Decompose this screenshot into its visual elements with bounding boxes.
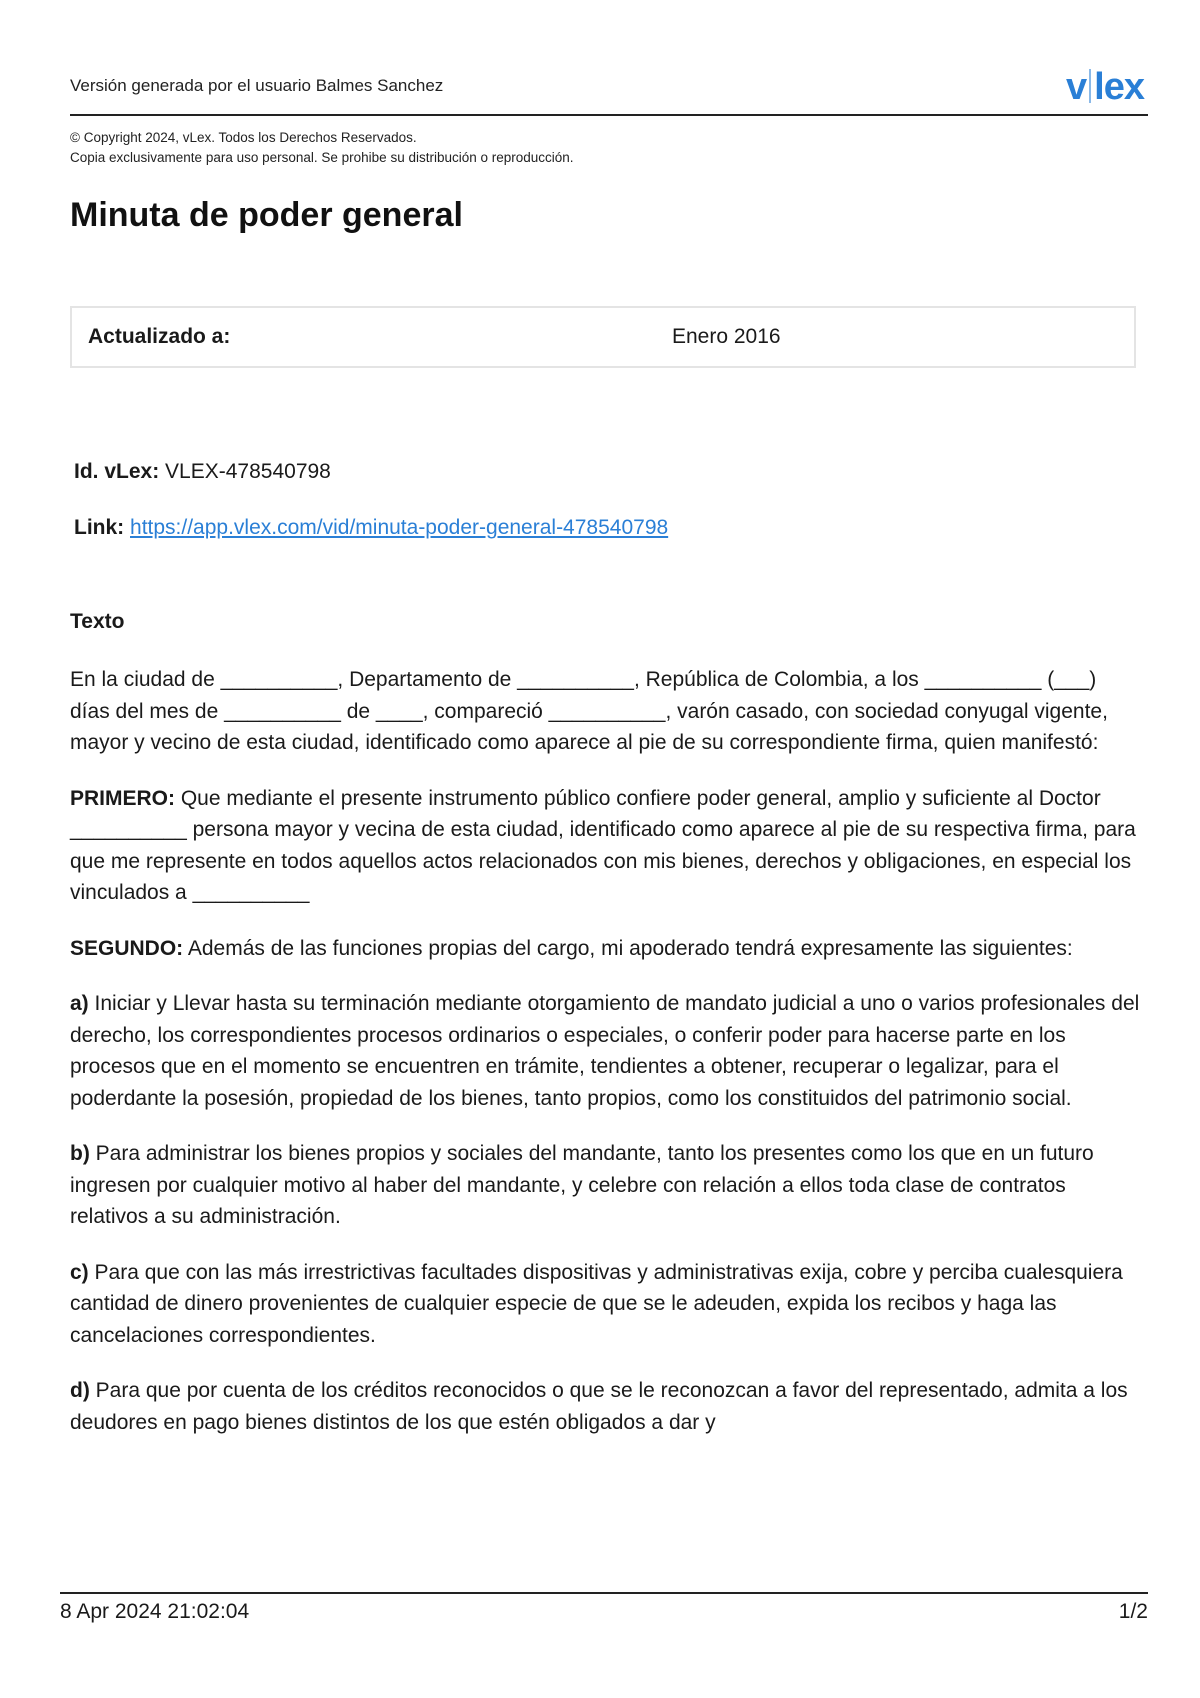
page-header [70,66,1148,116]
item-a-text: Iniciar y Llevar hasta su terminación mediante otorgamiento de mandato judicial a uno o varios profesionales del derecho, los correspondientes procesos ordinarios o especiales, o conferir poder para hacerse parte en los procesos que en el momento se encuentren en trámite, tendientes a obtener, recuperar o legalizar, para el poderdante la posesión, propiedad de los bienes, tanto propios, como los constituidos del patrimonio social. [70,992,1140,1110]
vlex-id-line [74,460,331,484]
item-c [70,1257,1140,1352]
vlex-id-value: VLEX-478540798 [165,460,331,483]
document-body [70,664,1140,1462]
copyright-notice [70,128,574,168]
footer-timestamp: 8 Apr 2024 21:02:04 [60,1600,250,1623]
item-b [70,1138,1140,1233]
item-a-label: a) [70,992,89,1015]
clause-primero [70,783,1140,909]
vlex-logo[interactable] [1066,66,1144,108]
clause-primero-label: PRIMERO: [70,786,175,810]
logo-letter-v: v [1066,66,1087,108]
updated-value: Enero 2016 [672,325,781,348]
logo-divider [1089,69,1091,103]
copyright-line-2: Copia exclusivamente para uso personal. Se prohibe su distribución o reproducción. [70,150,574,165]
item-b-text: Para administrar los bienes propios y sociales del mandante, tanto los presentes como los que en un futuro ingresen por cualquier motivo al haber del mandante, y celebre con relación a ellos toda clase de contratos relativos a su administración. [70,1142,1094,1228]
page-number: 1/2 [1118,1600,1148,1623]
item-d-label: d) [70,1379,90,1402]
item-d [70,1375,1140,1438]
updated-label: Actualizado a: [88,325,231,348]
item-b-label: b) [70,1142,90,1165]
clause-primero-text: Que mediante el presente instrumento público confiere poder general, amplio y suficiente al Doctor __________ persona mayor y vecina de esta ciudad, identificado como aparece al pie de su respectiva firma, para que me represente en todos aquellos actos relacionados con mis bienes, derechos y obligaciones, en especial los vinculados a __________ [70,786,1136,904]
updated-info-box [70,306,1136,368]
document-link-line [74,516,668,540]
item-a [70,988,1140,1114]
item-c-text: Para que con las más irrestrictivas facultades dispositivas y administrativas exija, cobre y perciba cualesquiera cantidad de dinero provenientes de cualquier especie de que se le adeuden, expida los recibos y haga las cancelaciones correspondientes. [70,1260,1123,1347]
clause-segundo-text: Además de las funciones propias del cargo, mi apoderado tendrá expresamente las siguientes: [183,936,1073,960]
item-c-label: c) [70,1260,89,1284]
vlex-id-label: Id. vLex: [74,460,160,483]
page-footer [60,1592,1148,1634]
document-link[interactable]: https://app.vlex.com/vid/minuta-poder-general-478540798 [130,516,669,539]
copyright-line-1: © Copyright 2024, vLex. Todos los Derechos Reservados. [70,130,417,145]
link-label: Link: [74,516,125,539]
clause-segundo [70,933,1140,965]
section-title-texto: Texto [70,610,125,633]
generated-by-text: Versión generada por el usuario Balmes Sanchez [70,76,444,95]
item-d-text: Para que por cuenta de los créditos reconocidos o que se le reconozcan a favor del representado, admita a los deudores en pago bienes distintos de los que estén obligados a dar y [70,1379,1128,1434]
clause-segundo-label: SEGUNDO: [70,936,184,960]
page-title: Minuta de poder general [70,196,463,234]
logo-letters-lex: lex [1094,66,1144,108]
intro-paragraph: En la ciudad de __________, Departamento de __________, República de Colombia, a los __________ (___) días del mes de __________ de ____, compareció __________, varón casado, con sociedad conyugal vigente, mayor y vecino de esta ciudad, identificado como aparece al pie de su correspondiente firma, quien manifestó: [70,668,1108,754]
